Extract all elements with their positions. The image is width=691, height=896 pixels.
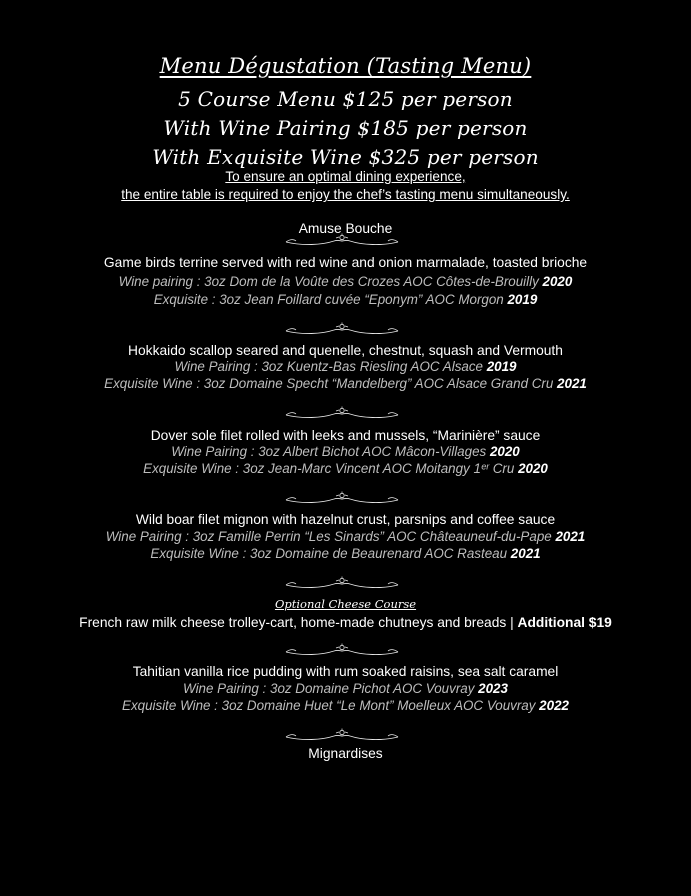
cheese-course-title: Optional Cheese Course <box>274 597 417 611</box>
course-2-pairing-text: Wine Pairing : 3oz Kuentz-Bas Riesling AOC Alsace <box>174 359 487 374</box>
course-2-dish: Hokkaido scallop seared and quenelle, chestnut, squash and Vermouth <box>128 343 563 358</box>
flourish-divider-icon <box>282 643 402 657</box>
course-5-exquisite-year: 2022 <box>539 698 569 713</box>
course-2-exquisite-text: Exquisite Wine : 3oz Domaine Specht “Mandelberg” AOC Alsace Grand Cru <box>104 376 558 391</box>
course-menu-price: 5 Course Menu $125 per person <box>178 87 513 111</box>
course-5-pairing-year: 2023 <box>478 681 508 696</box>
course-3-dish: Dover sole filet rolled with leeks and mussels, “Marinière” sauce <box>150 428 541 443</box>
course-4-exquisite-wine <box>0 546 691 562</box>
amuse-bouche: Amuse Bouche <box>298 221 393 236</box>
notice-line-2: the entire table is required to enjoy the chef’s tasting menu simultaneously. <box>121 187 570 202</box>
exquisite-wine-price: With Exquisite Wine $325 per person <box>152 145 539 169</box>
course-3-pairing-year: 2020 <box>489 444 520 459</box>
course-1-dish: Game birds terrine served with red wine and onion marmalade, toasted brioche <box>103 255 588 270</box>
course-5-exquisite-text: Exquisite Wine : 3oz Domaine Huet “Le Mont” Moelleux AOC Vouvray <box>122 698 540 713</box>
course-3-exquisite-year: 2020 <box>518 461 548 476</box>
course-1-pairing-text: Wine pairing : 3oz Dom de la Voûte des Crozes AOC Côtes-de-Brouilly <box>118 274 543 289</box>
course-1-exquisite-year: 2019 <box>507 292 538 307</box>
cheese-course-line <box>0 615 691 632</box>
flourish-divider-icon <box>282 576 402 590</box>
flourish-divider-icon <box>282 406 402 420</box>
flourish-divider-icon <box>282 728 402 742</box>
course-1-exquisite-text: Exquisite : 3oz Jean Foillard cuvée “Eponym” AOC Morgon <box>153 292 508 307</box>
course-1-wine-pairing <box>0 274 691 290</box>
course-5-exquisite-wine <box>0 698 691 714</box>
notice-line-1: To ensure an optimal dining experience, <box>225 169 466 184</box>
flourish-divider-icon <box>282 491 402 505</box>
course-1-pairing-year: 2020 <box>542 274 573 289</box>
course-3-pairing-text: Wine Pairing : 3oz Albert Bichot AOC Mâcon-Villages <box>171 444 490 459</box>
course-5-pairing-text: Wine Pairing : 3oz Domaine Pichot AOC Vouvray <box>183 681 479 696</box>
course-5-wine-pairing <box>0 681 691 697</box>
menu-title: Menu Dégustation (Tasting Menu) <box>159 54 532 78</box>
course-4-pairing-year: 2021 <box>555 529 586 544</box>
flourish-divider-icon <box>282 322 402 336</box>
course-3-wine-pairing <box>0 444 691 460</box>
cheese-additional-price: Additional $19 <box>517 615 612 630</box>
course-4-dish: Wild boar filet mignon with hazelnut crust, parsnips and coffee sauce <box>135 512 556 527</box>
course-1-exquisite-wine <box>0 292 691 308</box>
flourish-divider-icon <box>282 233 402 247</box>
course-4-exquisite-text: Exquisite Wine : 3oz Domaine de Beaurenard AOC Rasteau <box>150 546 511 561</box>
course-4-wine-pairing <box>0 529 691 545</box>
course-2-exquisite-wine <box>0 376 691 392</box>
course-2-exquisite-year: 2021 <box>557 376 587 391</box>
wine-pairing-price: With Wine Pairing $185 per person <box>163 116 528 140</box>
course-2-pairing-year: 2019 <box>486 359 517 374</box>
course-4-exquisite-year: 2021 <box>510 546 541 561</box>
mignardises: Mignardises <box>308 746 383 761</box>
course-3-exquisite-text: Exquisite Wine : 3oz Jean-Marc Vincent AOC Moitangy 1ᵉʳ Cru <box>143 461 519 476</box>
course-3-exquisite-wine <box>0 461 691 477</box>
cheese-course-text: French raw milk cheese trolley-cart, home-made chutneys and breads | <box>79 615 518 630</box>
course-4-pairing-text: Wine Pairing : 3oz Famille Perrin “Les Sinards” AOC Châteauneuf-du-Pape <box>105 529 556 544</box>
course-5-dish: Tahitian vanilla rice pudding with rum soaked raisins, sea salt caramel <box>132 664 559 679</box>
course-2-wine-pairing <box>0 359 691 375</box>
